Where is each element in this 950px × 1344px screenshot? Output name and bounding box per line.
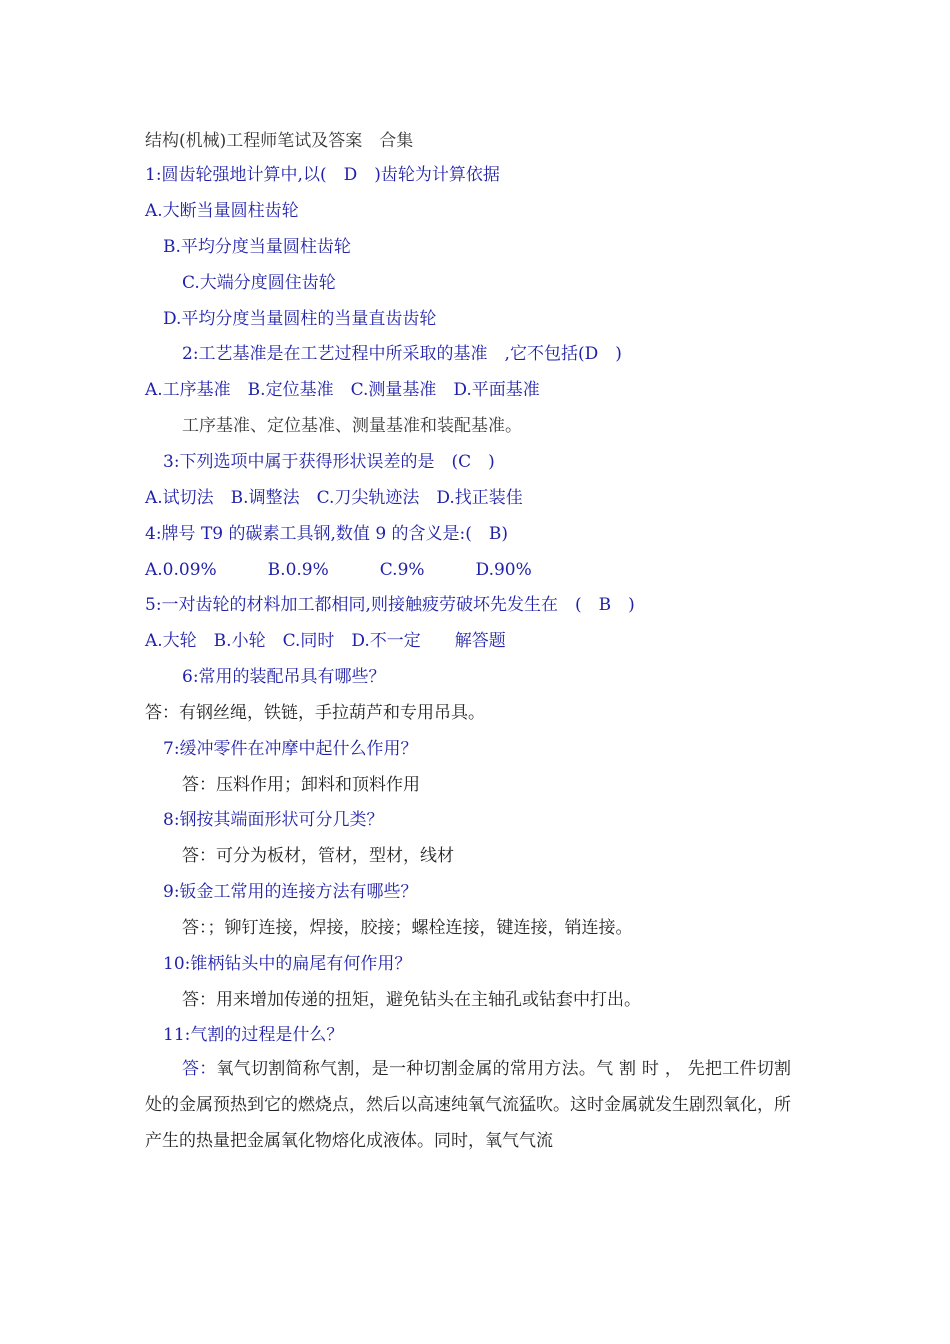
q1-option-a: A.大断当量圆柱齿轮 [145,201,299,221]
q2-options: A.工序基准 B.定位基准 C.测量基准 D.平面基准 [145,380,540,400]
question-8: 8:钢按其端面形状可分几类？ [163,810,384,830]
question-7: 7:缓冲零件在冲摩中起什么作用？ [163,739,418,759]
question-10: 10:锥柄钻头中的扁尾有何作用？ [163,954,412,974]
answer-10: 答：用来增加传递的扭矩，避免钻头在主轴孔或钻套中打出。 [182,990,641,1010]
q1-option-d: D.平均分度当量圆柱的当量直齿齿轮 [163,309,437,329]
answer-11-text: 氧气切割简称气割，是一种切割金属的常用方法。气 割 时 ， 先把工件切割处的金属预热到它的燃烧点，然后以高速纯氧气流猛吹。这时金属就发生剧烈氧化，所产生的热量把金属氧化物熔化成液体。同时，氧气气流 [145,1059,791,1151]
document-title: 结构(机械)工程师笔试及答案 合集 [145,131,414,151]
question-9: 9:钣金工常用的连接方法有哪些？ [163,882,418,902]
q1-option-b: B.平均分度当量圆柱齿轮 [163,237,351,257]
answer-9: 答：；铆钉连接，焊接，胶接；螺栓连接，键连接，销连接。 [182,918,633,938]
answer-7: 答：压料作用；卸料和顶料作用 [182,775,420,795]
answer-8: 答：可分为板材，管材，型材，线材 [182,846,454,866]
q2-note: 工序基准、定位基准、测量基准和装配基准。 [182,416,522,436]
answer-6: 答：有钢丝绳，铁链，手拉葫芦和专用吊具。 [145,703,485,723]
q1-option-c: C.大端分度圆住齿轮 [182,273,336,293]
question-2: 2:工艺基准是在工艺过程中所采取的基准 ,它不包括(D ) [182,344,622,364]
answer-11-lead: 答： [182,1059,217,1079]
question-5: 5:一对齿轮的材料加工都相同,则接触疲劳破坏先发生在 ( B ) [145,595,635,615]
q3-options: A.试切法 B.调整法 C.刀尖轨迹法 D.找正装佳 [145,488,523,508]
question-11: 11:气割的过程是什么？ [163,1025,344,1045]
question-3: 3:下列选项中属于获得形状误差的是 (C ) [163,452,495,472]
q5-options: A.大轮 B.小轮 C.同时 D.不一定 解答题 [145,631,506,651]
question-6: 6:常用的装配吊具有哪些？ [182,667,386,687]
question-1: 1:圆齿轮强地计算中,以( D )齿轮为计算依据 [145,165,500,185]
question-4: 4:牌号 T9 的碳素工具钢,数值 9 的含义是:( B) [145,524,509,544]
answer-11-paragraph [145,1051,791,1159]
q4-options: A.0.09% B.0.9% C.9% D.90% [145,560,532,580]
